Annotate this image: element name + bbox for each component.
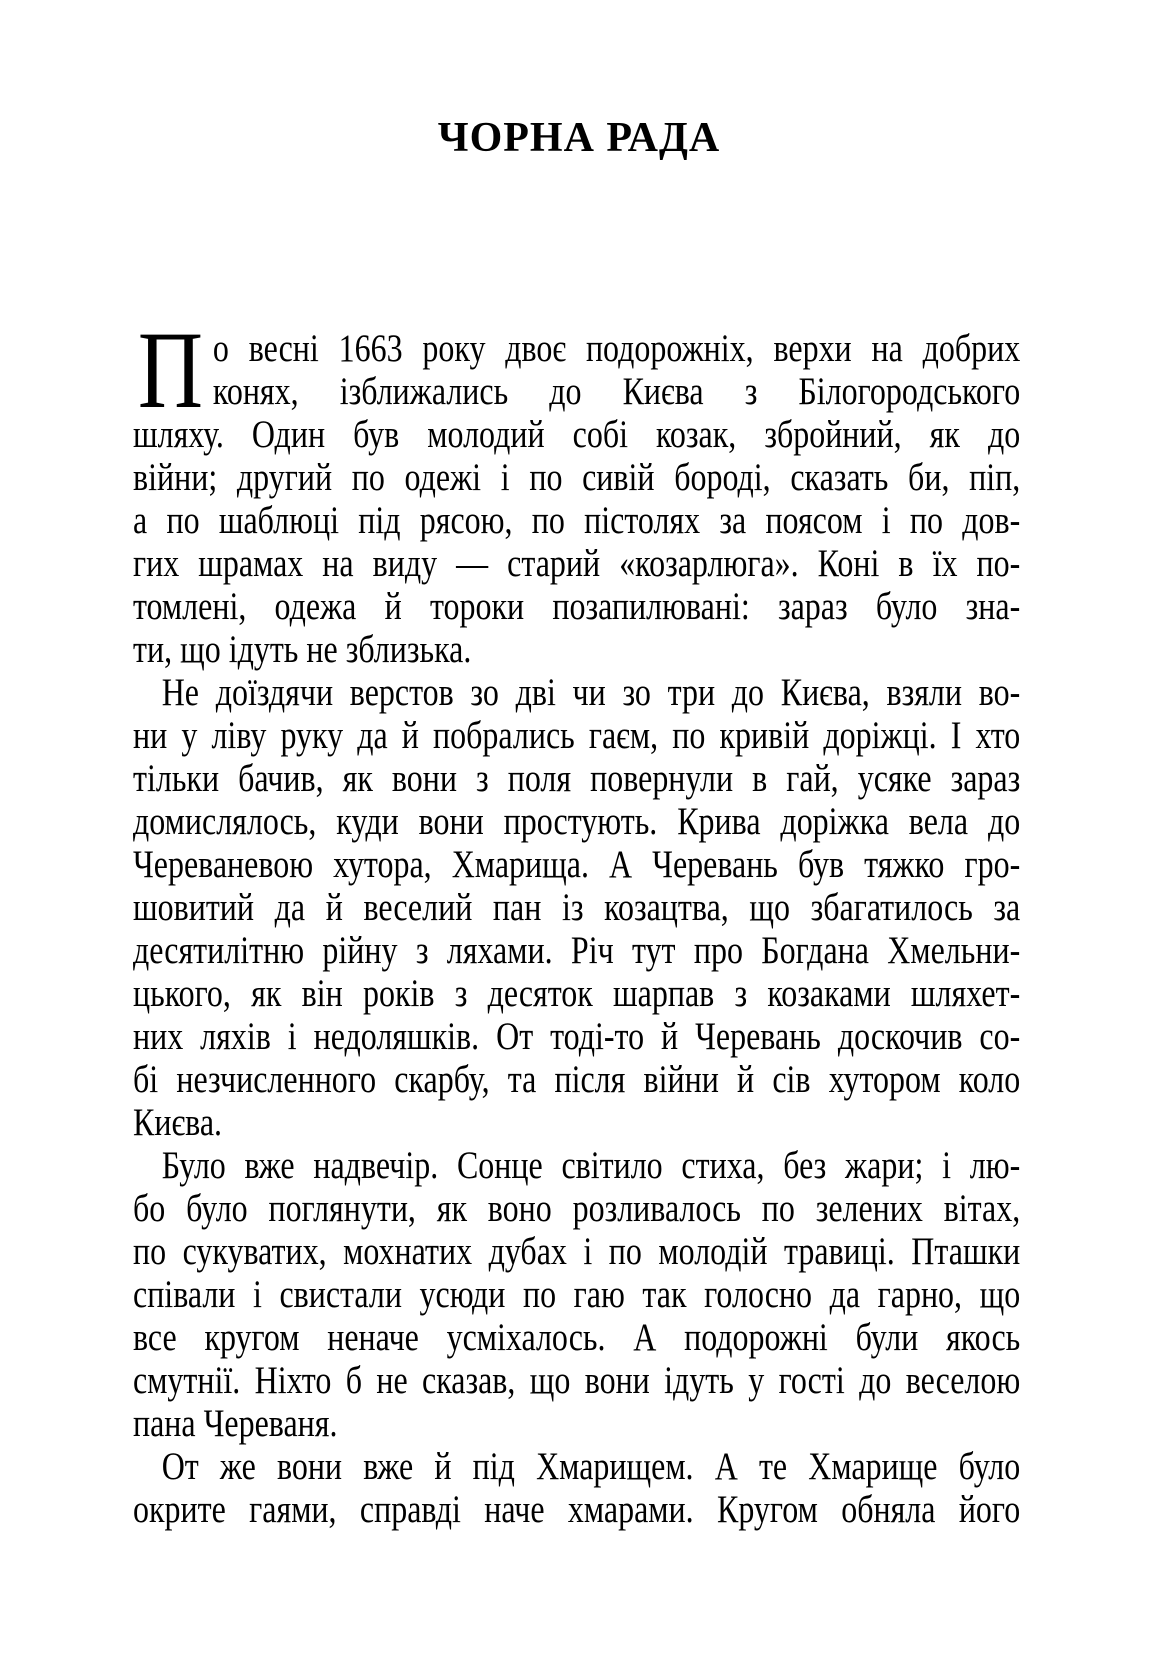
text-line: От же вони вже й під Хмарищем. А те Хмарище було: [161, 1445, 1021, 1488]
text-line: ни у ліву руку да й побрались гаєм, по кривій доріжці. І хто: [133, 714, 1021, 757]
chapter-title: ЧОРНА РАДА: [437, 115, 721, 161]
paragraph: [133, 309, 1021, 671]
text-line: тільки бачив, як вони з поля повернули в гай, усяке зараз: [133, 757, 1021, 800]
text-line: домислялось, куди вони простують. Крива доріжка вела до: [133, 800, 1021, 843]
text-line: ти, що ідуть не зблизька.: [133, 628, 472, 671]
text-line: шовитий да й веселий пан із козацтва, що збагатилось за: [133, 886, 1021, 929]
text-line: пана Череваня.: [133, 1402, 338, 1445]
text-line: окрите гаями, справді наче хмарами. Кругом обняла його: [133, 1488, 1021, 1531]
paragraph: [133, 1144, 1020, 1445]
text-line: все кругом неначе усміхалось. А подорожні були якось: [133, 1316, 1021, 1359]
text-line: війни; другий по одежі і по сивій бороді, сказать би, піп,: [133, 456, 1021, 499]
text-line: Було вже надвечір. Сонце світило стиха, без жари; і лю-: [161, 1144, 1021, 1187]
text-line: цького, як він років з десяток шарпав з козаками шляхет-: [133, 972, 1021, 1015]
text-line: конях, ізближались до Києва з Білогородського: [212, 370, 1021, 413]
text-line: бі незчисленного скарбу, та після війни й сів хутором коло: [133, 1058, 1021, 1101]
text-line: о весні 1663 року двоє подорожніх, верхи на добрих: [212, 327, 1021, 370]
text-line: томлені, одежа й тороки позапилювані: зараз було зна-: [133, 585, 1021, 628]
text-line: шляху. Один був молодий собі козак, збройний, як до: [133, 413, 1021, 456]
text-line: Череваневою хутора, Хмарища. А Черевань був тяжко гро-: [133, 843, 1021, 886]
paragraph: [133, 671, 1020, 1144]
text-line: Не доїздячи верстов зо дві чи зо три до Києва, взяли во-: [161, 671, 1021, 714]
text-line: співали і свистали усюди по гаю так голосно да гарно, що: [133, 1273, 1021, 1316]
text-line: гих шрамах на виду — старий «козарлюга». Коні в їх по-: [133, 542, 1021, 585]
text-line: них ляхів і недоляшків. От тоді-то й Черевань доскочив со-: [133, 1015, 1021, 1058]
body-text: [133, 309, 1021, 1531]
text-line: смутнії. Ніхто б не сказав, що вони ідуть у гості до веселою: [133, 1359, 1021, 1402]
dropcap-letter: П: [137, 309, 204, 431]
text-line: Києва.: [133, 1101, 223, 1144]
text-line: бо було поглянути, як воно розливалось по зелених вітах,: [133, 1187, 1021, 1230]
text-line: а по шаблюці під рясою, по пістолях за поясом і по дов-: [133, 499, 1021, 542]
text-line: по сукуватих, мохнатих дубах і по молодій травиці. Пташки: [133, 1230, 1021, 1273]
paragraph: [133, 1445, 1020, 1531]
text-line: десятилітню рійну з ляхами. Річ тут про Богдана Хмельни-: [133, 929, 1021, 972]
